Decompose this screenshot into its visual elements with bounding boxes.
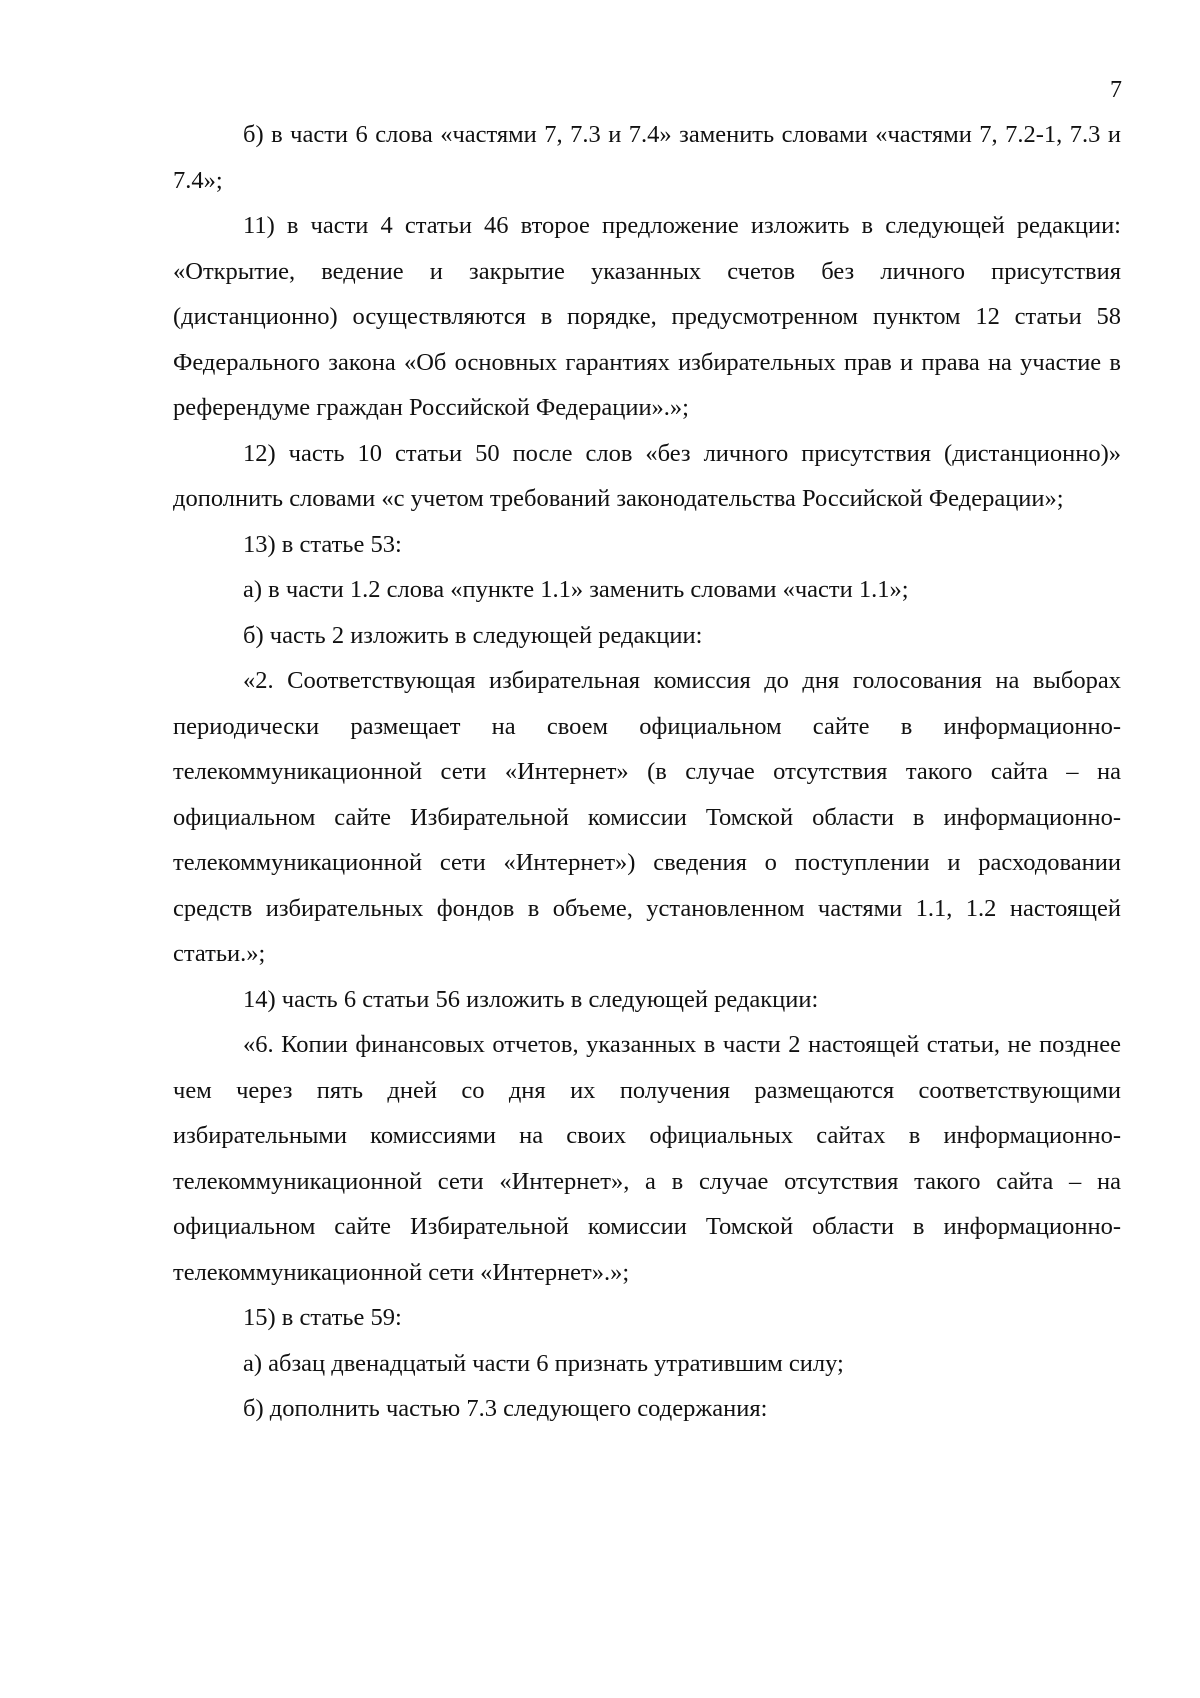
quoted-part-6: «6. Копии финансовых отчетов, указанных в части 2 настоящей статьи, не позднее чем через пять дней со дня их получения размещаются соответствующими избирательными комиссиями на своих официальных сайтах в информационно-телекоммуникационной сети «Интернет», а в случае отсутствия такого сайта – на официальном сайте Избирательной комиссии Томской области в информационно-телекоммуникационной сети «Интернет».»;	[173, 1031, 1121, 1286]
quoted-part-2: «2. Соответствующая избирательная комиссия до дня голосования на выборах периодически размещает на своем официальном сайте в информационно-телекоммуникационной сети «Интернет» (в случае отсутствия такого сайта – на официальном сайте Избирательной комиссии Томской области в информационно-телекоммуникационной сети «Интернет») сведения о поступлении и расходовании средств избирательных фондов в объеме, установленном частями 1.1, 1.2 настоящей статьи.»;	[173, 667, 1121, 967]
paragraph-item-13-a: а) в части 1.2 слова «пункте 1.1» заменить словами «части 1.1»;	[243, 576, 909, 603]
paragraph-item-15-a: а) абзац двенадцатый части 6 признать утратившим силу;	[243, 1349, 844, 1377]
page-number: 7	[1110, 77, 1122, 103]
paragraph-item-12: 12) часть 10 статьи 50 после слов «без личного присутствия (дистанционно)» дополнить словами «с учетом требований законодательства Российской Федерации»;	[173, 439, 1121, 512]
paragraph-item-11: 11) в части 4 статьи 46 второе предложение изложить в следующей редакции: «Открытие, ведение и закрытие указанных счетов без личного присутствия (дистанционно) осуществляются в порядке, предусмотренном пунктом 12 статьи 58 Федерального закона «Об основных гарантиях избирательных прав и права на участие в референдуме граждан Российской Федерации».»;	[173, 212, 1121, 421]
paragraph-item-15-b: б) дополнить частью 7.3 следующего содержания:	[243, 1395, 768, 1422]
paragraph-item-13: 13) в статье 53:	[243, 530, 402, 558]
paragraph-item-13-b: б) часть 2 изложить в следующей редакции:	[243, 621, 703, 649]
document-body	[173, 112, 1121, 1432]
paragraph-item-15: 15) в статье 59:	[243, 1304, 402, 1331]
paragraph-b-part-6: б) в части 6 слова «частями 7, 7.3 и 7.4» заменить словами «частями 7, 7.2-1, 7.3 и 7.4»;	[173, 121, 1121, 194]
paragraph-item-14: 14) часть 6 статьи 56 изложить в следующей редакции:	[243, 985, 819, 1013]
